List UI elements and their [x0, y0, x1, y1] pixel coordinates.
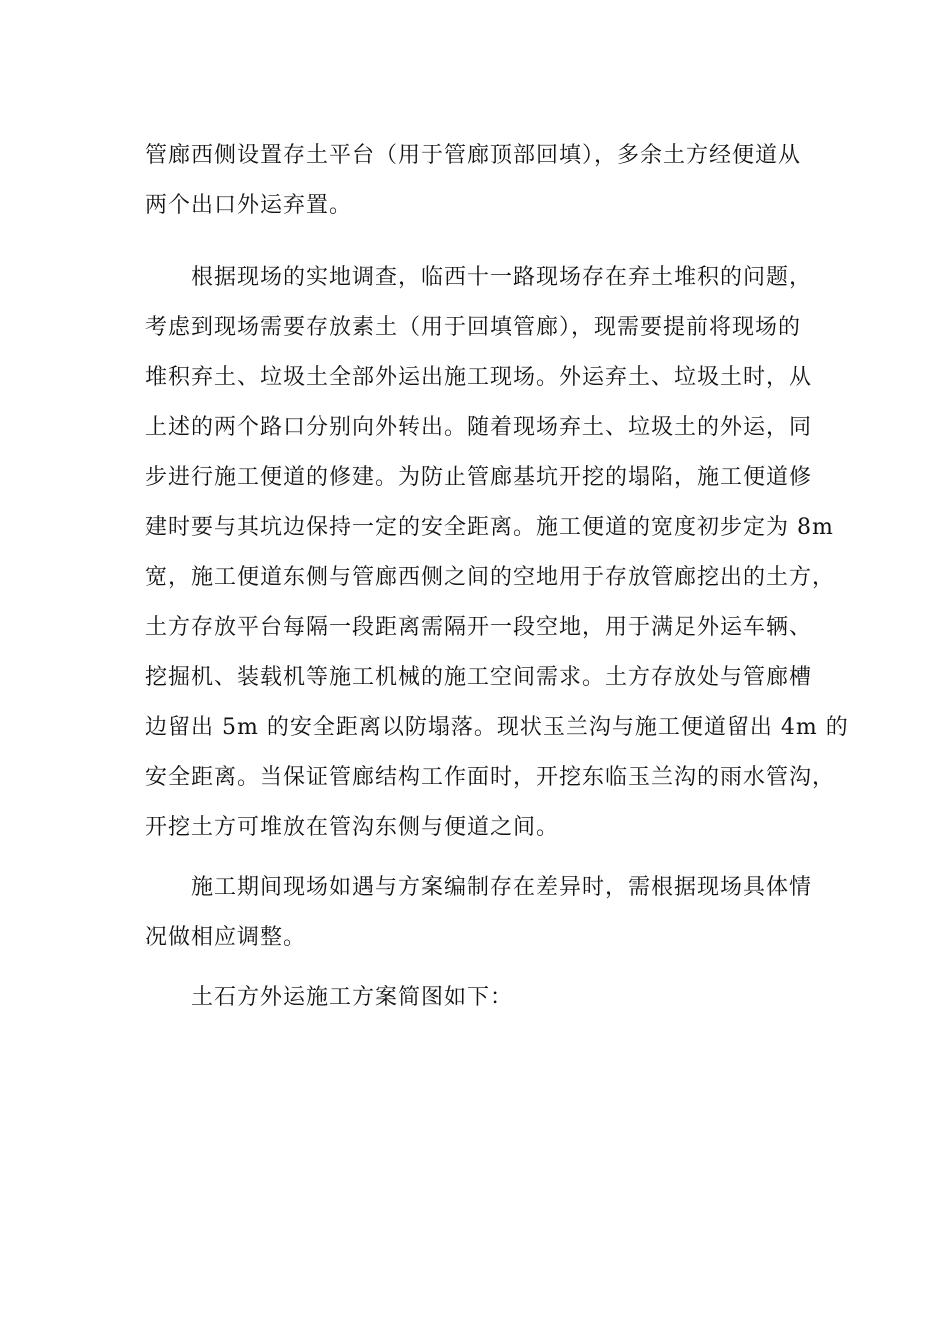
paragraph-line: 边留出 5m 的安全距离以防塌落。现状玉兰沟与施工便道留出 4m 的: [145, 715, 849, 740]
paragraph-2: [145, 253, 849, 853]
paragraph-line: 堆积弃土、垃圾土全部外运出施工现场。外运弃土、垃圾土时，从: [145, 365, 813, 390]
paragraph-line: 考虑到现场需要存放素土（用于回填管廊），现需要提前将现场的: [145, 315, 802, 340]
paragraph-line: 况做相应调整。: [145, 925, 307, 950]
paragraph-line: 管廊西侧设置存土平台（用于管廊顶部回填），多余土方经便道从: [145, 143, 802, 168]
paragraph-line: 施工期间现场如遇与方案编制存在差异时，需根据现场具体情: [191, 875, 813, 900]
paragraph-line: 挖掘机、装载机等施工机械的施工空间需求。土方存放处与管廊槽: [145, 665, 813, 690]
paragraph-4: [145, 973, 825, 1023]
paragraph-line: 宽，施工便道东侧与管廊西侧之间的空地用于存放管廊挖出的土方，: [145, 565, 836, 590]
paragraph-line: 开挖土方可堆放在管沟东侧与便道之间。: [145, 815, 560, 840]
paragraph-1: [145, 131, 825, 231]
paragraph-line: 两个出口外运弃置。: [145, 193, 353, 218]
paragraph-line: 上述的两个路口分别向外转出。随着现场弃土、垃圾土的外运，同: [145, 415, 813, 440]
paragraph-line: 土石方外运施工方案简图如下：: [191, 985, 514, 1010]
document-body: [145, 131, 849, 1023]
paragraph-line: 建时要与其坑边保持一定的安全距离。施工便道的宽度初步定为 8m: [145, 515, 834, 540]
paragraph-line: 安全距离。当保证管廊结构工作面时，开挖东临玉兰沟的雨水管沟，: [145, 765, 836, 790]
paragraph-line: 根据现场的实地调查，临西十一路现场存在弃土堆积的问题，: [191, 265, 813, 290]
paragraph-line: 土方存放平台每隔一段距离需隔开一段空地，用于满足外运车辆、: [145, 615, 813, 640]
paragraph-line: 步进行施工便道的修建。为防止管廊基坑开挖的塌陷，施工便道修: [145, 465, 813, 490]
paragraph-3: [145, 863, 825, 963]
